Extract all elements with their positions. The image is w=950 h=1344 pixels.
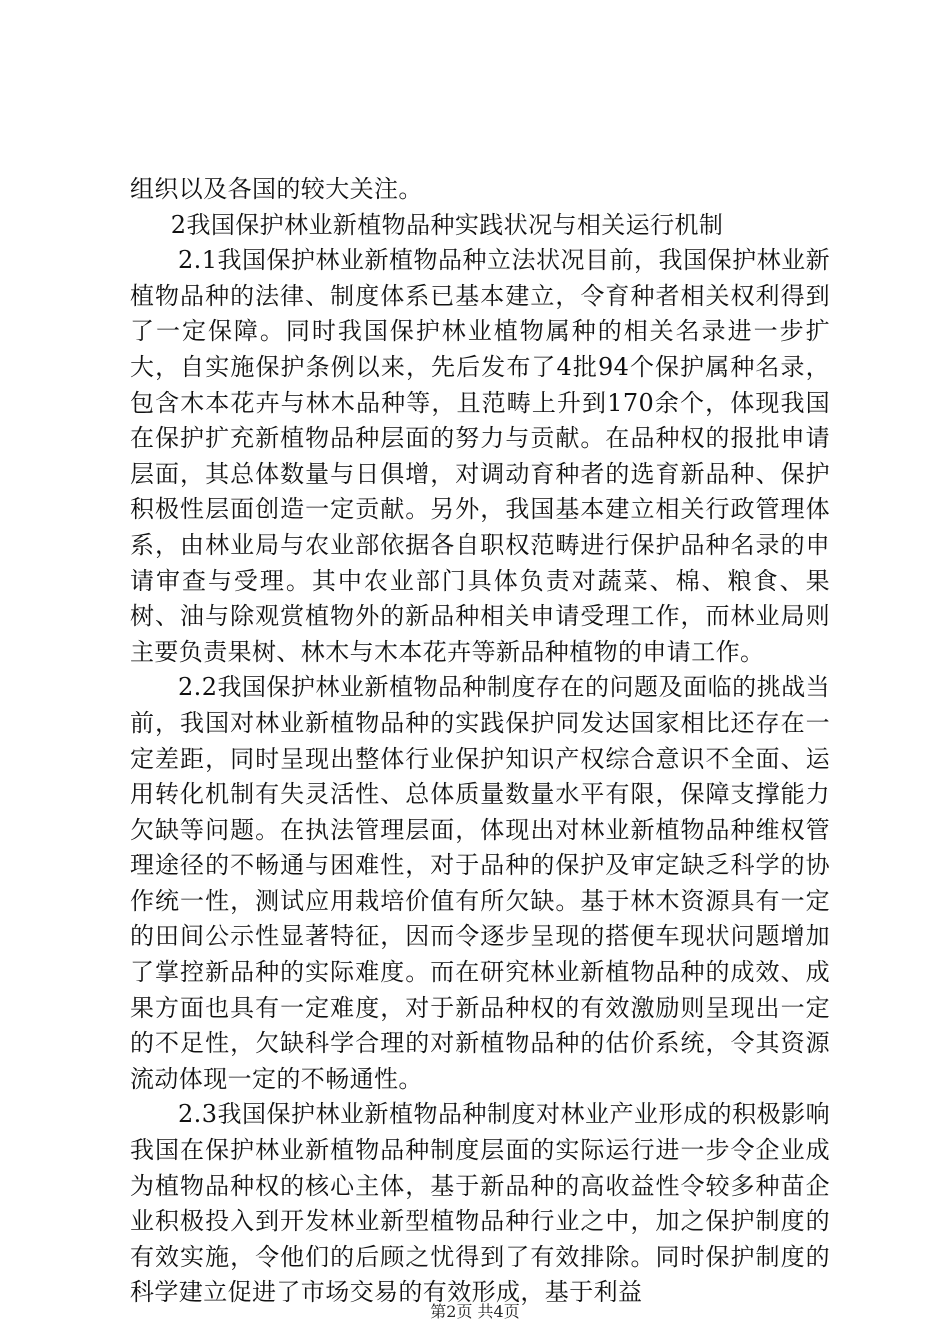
paragraph-2-2: 2.2我国保护林业新植物品种制度存在的问题及面临的挑战当前，我国对林业新植物品种的实践保护同发达国家相比还存在一定差距，同时呈现出整体行业保护知识产权综合意识不全面、运用转化机制有失灵活性、总体质量数量水平有限，保障支撑能力欠缺等问题。在执法管理层面，体现出对林业新植物品种维权管理途径的不畅通与困难性，对于品种的保护及审定缺乏科学的协作统一性，测试应用栽培价值有所欠缺。基于林木资源具有一定的田间公示性显著特征，因而令逐步呈现的搭便车现状问题增加了掌控新品种的实际难度。而在研究林业新植物品种的成效、成果方面也具有一定难度，对于新品种权的有效激励则呈现出一定的不足性，欠缺科学合理的对新植物品种的估价系统，令其资源流动体现一定的不畅通性。 — [130, 673, 830, 1093]
document-body — [130, 172, 830, 1311]
paragraph-continuation: 组织以及各国的较大关注。 — [130, 175, 423, 203]
paragraph-2-3: 2.3我国保护林业新植物品种制度对林业产业形成的积极影响我国在保护林业新植物品种制度层面的实际运行进一步令企业成为植物品种权的核心主体，基于新品种的高收益性令较多种苗企业积极投入到开发林业新型植物品种行业之中，加之保护制度的有效实施，令他们的后顾之忧得到了有效排除。同时保护制度的科学建立促进了市场交易的有效形成，基于利益 — [130, 1100, 830, 1307]
section-heading: 2我国保护林业新植物品种实践状况与相关运行机制 — [170, 210, 724, 239]
page-footer: 第2页 共4页 — [430, 1302, 520, 1321]
paragraph-2-1: 2.1我国保护林业新植物品种立法状况目前，我国保护林业新植物品种的法律、制度体系已基本建立，令育种者相关权利得到了一定保障。同时我国保护林业植物属种的相关名录进一步扩大，自实施保护条例以来，先后发布了4批94个保护属种名录，包含木本花卉与林木品种等，且范畴上升到170余个，体现我国在保护扩充新植物品种层面的努力与贡献。在品种权的报批申请层面，其总体数量与日俱增，对调动育种者的选育新品种、保护积极性层面创造一定贡献。另外，我国基本建立相关行政管理体系，由林业局与农业部依据各自职权范畴进行保护品种名录的申请审查与受理。其中农业部门具体负责对蔬菜、棉、粮食、果树、油与除观赏植物外的新品种相关申请受理工作，而林业局则主要负责果树、林木与木本花卉等新品种植物的申请工作。 — [130, 246, 830, 666]
